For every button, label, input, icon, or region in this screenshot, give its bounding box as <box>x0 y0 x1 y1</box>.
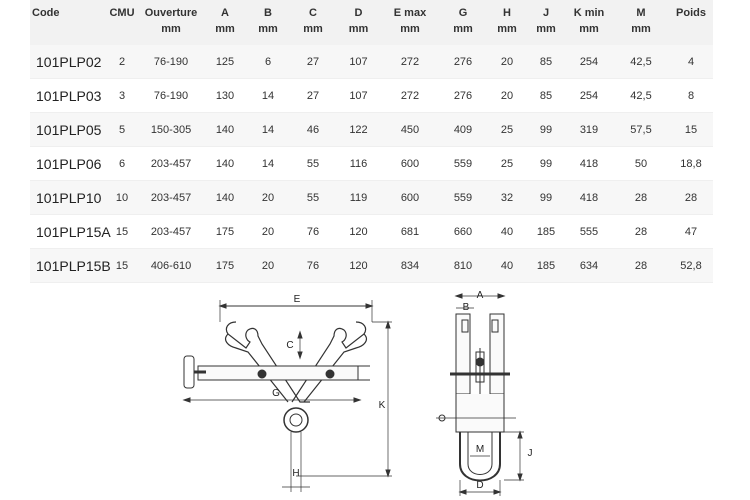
table-cell: 27 <box>290 79 336 113</box>
table-cell: 57,5 <box>613 113 669 147</box>
table-cell: 15 <box>106 249 138 283</box>
table-header-row <box>30 0 713 45</box>
table-cell: 76 <box>290 249 336 283</box>
table-cell: 418 <box>565 181 613 215</box>
beam-clamp-technical-drawings <box>0 282 750 500</box>
product-code-cell: 101PLP06 <box>30 147 106 181</box>
table-cell: 40 <box>487 249 527 283</box>
table-cell: 55 <box>290 181 336 215</box>
side-view-drawing <box>436 290 533 496</box>
table-cell: 660 <box>439 215 487 249</box>
table-cell: 254 <box>565 79 613 113</box>
table-row <box>30 79 713 113</box>
table-cell: 107 <box>336 79 381 113</box>
table-cell: 319 <box>565 113 613 147</box>
table-cell: 15 <box>669 113 713 147</box>
table-cell: 28 <box>613 215 669 249</box>
table-cell: 276 <box>439 79 487 113</box>
product-code-cell: 101PLP03 <box>30 79 106 113</box>
label-d: D <box>476 480 484 491</box>
table-row <box>30 147 713 181</box>
product-code-cell: 101PLP15B <box>30 249 106 283</box>
table-cell: 203-457 <box>138 215 204 249</box>
column-header <box>381 0 439 45</box>
table-cell: 122 <box>336 113 381 147</box>
table-cell: 46 <box>290 113 336 147</box>
table-cell: 119 <box>336 181 381 215</box>
column-header-unit: mm <box>303 23 323 35</box>
table-cell: 140 <box>204 147 246 181</box>
table-cell: 25 <box>487 147 527 181</box>
table-cell: 834 <box>381 249 439 283</box>
column-header-unit: mm <box>497 23 517 35</box>
product-code-cell: 101PLP10 <box>30 181 106 215</box>
table-cell: 185 <box>527 249 565 283</box>
column-header-label: M <box>636 7 646 19</box>
product-code-cell: 101PLP02 <box>30 45 106 79</box>
column-header <box>290 0 336 45</box>
column-header <box>487 0 527 45</box>
table-cell: 40 <box>487 215 527 249</box>
label-b: B <box>462 302 470 313</box>
table-row <box>30 113 713 147</box>
table-cell: 20 <box>246 181 290 215</box>
table-cell: 140 <box>204 181 246 215</box>
product-code-cell: 101PLP15A <box>30 215 106 249</box>
column-header-unit: mm <box>258 23 278 35</box>
column-header-unit: mm <box>453 23 473 35</box>
front-view-drawing <box>184 294 392 492</box>
table-cell: 4 <box>669 45 713 79</box>
table-cell: 116 <box>336 147 381 181</box>
table-cell: 14 <box>246 113 290 147</box>
column-header <box>246 0 290 45</box>
table-cell: 27 <box>290 45 336 79</box>
table-cell: 559 <box>439 181 487 215</box>
table-cell: 14 <box>246 79 290 113</box>
table-cell: 5 <box>106 113 138 147</box>
column-header-unit: mm <box>215 23 235 35</box>
column-header <box>669 0 713 45</box>
table-row <box>30 181 713 215</box>
table-cell: 125 <box>204 45 246 79</box>
column-header <box>138 0 204 45</box>
label-j: J <box>527 448 533 459</box>
table-cell: 14 <box>246 147 290 181</box>
table-cell: 18,8 <box>669 147 713 181</box>
product-code-cell: 101PLP05 <box>30 113 106 147</box>
table-cell: 120 <box>336 249 381 283</box>
table-cell: 150-305 <box>138 113 204 147</box>
column-header-label: Ouverture <box>144 7 198 19</box>
specifications-table <box>30 0 713 283</box>
table-cell: 450 <box>381 113 439 147</box>
column-header-unit: mm <box>536 23 556 35</box>
table-cell: 272 <box>381 45 439 79</box>
table-cell: 28 <box>669 181 713 215</box>
table-cell: 175 <box>204 215 246 249</box>
table-cell: 6 <box>106 147 138 181</box>
table-cell: 20 <box>246 215 290 249</box>
column-header-unit: mm <box>400 23 420 35</box>
table-cell: 107 <box>336 45 381 79</box>
label-h: H <box>292 468 300 479</box>
table-body <box>30 45 713 283</box>
table-cell: 130 <box>204 79 246 113</box>
table-cell: 810 <box>439 249 487 283</box>
table-cell: 600 <box>381 181 439 215</box>
table-cell: 185 <box>527 215 565 249</box>
label-a: A <box>476 290 484 301</box>
table-cell: 140 <box>204 113 246 147</box>
table-cell: 28 <box>613 181 669 215</box>
column-header-label: E max <box>393 7 427 19</box>
table-cell: 47 <box>669 215 713 249</box>
table-cell: 203-457 <box>138 181 204 215</box>
table-cell: 25 <box>487 113 527 147</box>
label-m: M <box>475 444 485 455</box>
column-header-label: CMU <box>109 7 135 19</box>
table-cell: 634 <box>565 249 613 283</box>
table-cell: 6 <box>246 45 290 79</box>
table-cell: 85 <box>527 45 565 79</box>
table-cell: 42,5 <box>613 45 669 79</box>
column-header-label: Code <box>32 7 60 19</box>
table-cell: 42,5 <box>613 79 669 113</box>
column-header <box>565 0 613 45</box>
column-header-label: Poids <box>676 7 706 19</box>
table-cell: 50 <box>613 147 669 181</box>
column-header <box>527 0 565 45</box>
table-row <box>30 249 713 283</box>
column-header <box>613 0 669 45</box>
table-cell: 52,8 <box>669 249 713 283</box>
table-cell: 55 <box>290 147 336 181</box>
table-cell: 20 <box>487 79 527 113</box>
table-cell: 8 <box>669 79 713 113</box>
column-header-label: G <box>458 7 468 19</box>
table-cell: 76 <box>290 215 336 249</box>
table-cell: 600 <box>381 147 439 181</box>
column-header-label: J <box>542 7 550 19</box>
column-header-label: D <box>354 7 363 19</box>
table-cell: 409 <box>439 113 487 147</box>
table-row <box>30 45 713 79</box>
column-header-label: H <box>503 7 511 19</box>
column-header-label: A <box>221 7 229 19</box>
column-header <box>204 0 246 45</box>
table-cell: 20 <box>246 249 290 283</box>
column-header <box>439 0 487 45</box>
table-cell: 559 <box>439 147 487 181</box>
column-header <box>106 0 138 45</box>
column-header-unit: mm <box>348 23 369 35</box>
table-cell: 99 <box>527 113 565 147</box>
table-cell: 99 <box>527 181 565 215</box>
table-cell: 406-610 <box>138 249 204 283</box>
table-cell: 76-190 <box>138 45 204 79</box>
column-header <box>30 0 106 45</box>
column-header-label: B <box>264 7 272 19</box>
table-cell: 203-457 <box>138 147 204 181</box>
table-cell: 2 <box>106 45 138 79</box>
table-cell: 120 <box>336 215 381 249</box>
table-cell: 418 <box>565 147 613 181</box>
column-header-label: C <box>309 7 317 19</box>
table-cell: 276 <box>439 45 487 79</box>
table-cell: 15 <box>106 215 138 249</box>
table-cell: 3 <box>106 79 138 113</box>
table-cell: 32 <box>487 181 527 215</box>
label-g: G <box>272 388 280 399</box>
table-cell: 76-190 <box>138 79 204 113</box>
table-cell: 99 <box>527 147 565 181</box>
column-header-unit: mm <box>631 23 651 35</box>
table-cell: 85 <box>527 79 565 113</box>
table-cell: 175 <box>204 249 246 283</box>
table-cell: 681 <box>381 215 439 249</box>
table-cell: 272 <box>381 79 439 113</box>
column-header-unit: mm <box>161 23 181 35</box>
table-cell: 10 <box>106 181 138 215</box>
column-header-unit: mm <box>579 23 599 35</box>
column-header <box>336 0 381 45</box>
label-c: C <box>286 340 294 351</box>
table-cell: 555 <box>565 215 613 249</box>
table-cell: 254 <box>565 45 613 79</box>
table-cell: 20 <box>487 45 527 79</box>
label-e: E <box>293 294 301 305</box>
table-row <box>30 215 713 249</box>
table-cell: 28 <box>613 249 669 283</box>
label-k: K <box>378 400 386 411</box>
column-header-label: K min <box>573 7 605 19</box>
